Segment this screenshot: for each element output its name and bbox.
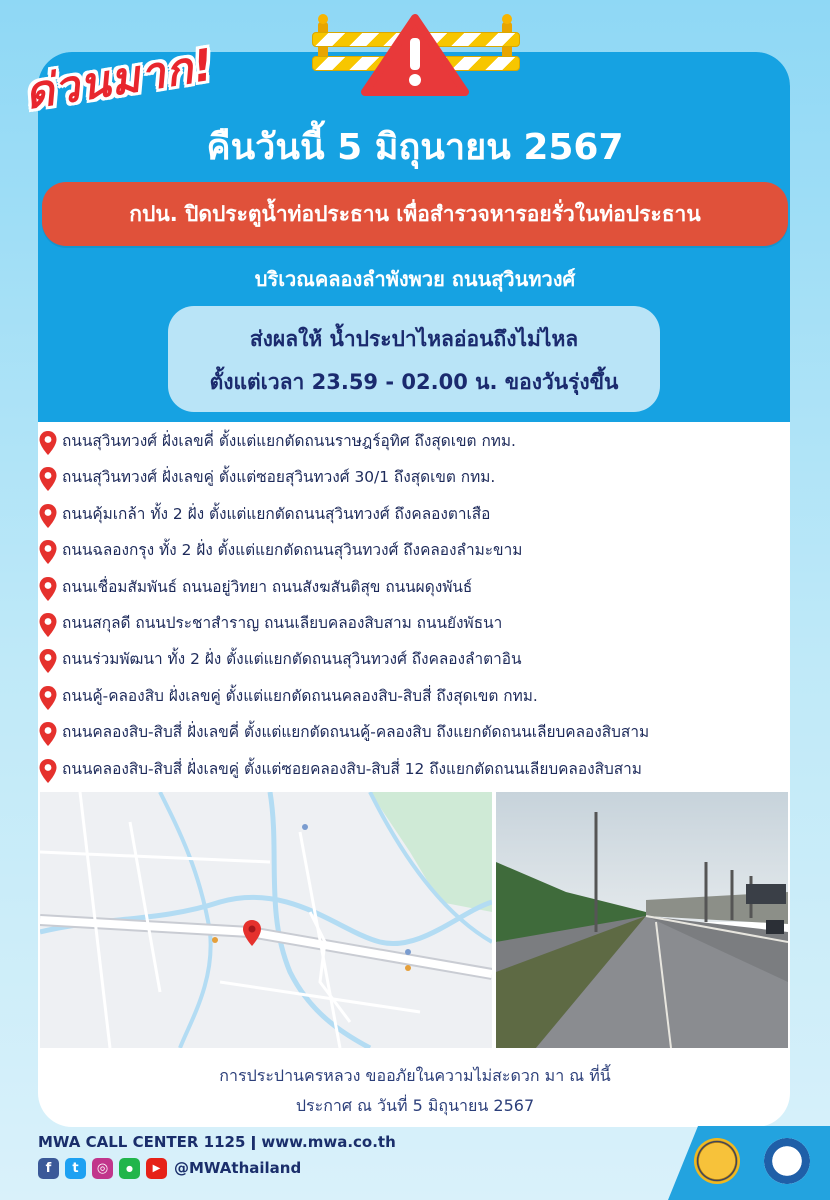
effect-line-2: ตั้งแต่เวลา 23.59 - 02.00 น. ของวันรุ่งขึ้น	[209, 370, 619, 394]
map-pin-icon	[38, 758, 58, 784]
area-text: ถนนคลองสิบ-สิบสี่ ฝั่งเลขคู่ ตั้งแต่ซอยคลองสิบ-สิบสี่ 12 ถึงแยกตัดถนนเลียบคลองสิบสาม	[62, 759, 642, 778]
area-text: ถนนสุวินทวงศ์ ฝั่งเลขคู่ ตั้งแต่ซอยสุวินทวงศ์ 30/1 ถึงสุดเขต กทม.	[62, 468, 496, 487]
map-pin-icon	[38, 466, 58, 492]
urgent-tag: ด่วนมาก!	[21, 39, 218, 120]
announce-date: ประกาศ ณ วันที่ 5 มิถุนายน 2567	[295, 1096, 535, 1115]
area-text: ถนนคลองสิบ-สิบสี่ ฝั่งเลขคี่ ตั้งแต่แยกตัดถนนคู้-คลองสิบ ถึงแยกตัดถนนเลียบคลองสิบสาม	[62, 723, 650, 742]
map-pin-icon	[38, 576, 58, 602]
effect-line-1: ส่งผลให้ น้ำประปาไหลอ่อนถึงไม่ไหล	[249, 327, 579, 351]
list-item	[36, 533, 796, 569]
area-text: ถนนคู้-คลองสิบ ฝั่งเลขคู่ ตั้งแต่แยกตัดถนนคลองสิบ-สิบสี่ ถึงสุดเขต กทม.	[62, 686, 538, 705]
page-title: คืนวันนี้ 5 มิถุนายน 2567	[206, 127, 624, 168]
area-text: ถนนสุวินทวงศ์ ฝั่งเลขคี่ ตั้งแต่แยกตัดถนนราษฎร์อุทิศ ถึงสุดเขต กทม.	[62, 432, 516, 450]
area-text: ถนนร่วมพัฒนา ทั้ง 2 ฝั่ง ตั้งแต่แยกตัดถนนสุวินทวงศ์ ถึงคลองลำตาอิน	[62, 650, 522, 669]
list-item	[36, 606, 796, 642]
instagram-icon[interactable]: ◎	[92, 1158, 113, 1179]
apology-text: การประปานครหลวง ขออภัยในความไม่สะดวก มา ณ ที่นี้	[219, 1066, 611, 1085]
list-item	[36, 424, 796, 460]
location-map	[40, 792, 492, 1048]
line-icon[interactable]: ●	[119, 1158, 140, 1179]
street-photo	[496, 792, 788, 1048]
map-pin-icon	[38, 721, 58, 747]
contact-line: MWA CALL CENTER 1125 ǀ www.mwa.co.th	[38, 1133, 396, 1151]
warning-triangle-icon	[359, 12, 471, 98]
list-item	[36, 642, 796, 678]
map-pin-icon	[38, 612, 58, 638]
area-text: ถนนเชื่อมสัมพันธ์ ถนนอยู่วิทยา ถนนสังฆสันติสุข ถนนผดุงพันธ์	[62, 577, 473, 596]
map-pin-icon	[38, 539, 58, 565]
social-handle[interactable]: @MWAthailand	[174, 1159, 302, 1177]
area-text: ถนนคุ้มเกล้า ทั้ง 2 ฝั่ง ตั้งแต่แยกตัดถนนสุวินทวงศ์ ถึงคลองตาเสือ	[62, 504, 491, 523]
list-item	[36, 679, 796, 715]
youtube-icon[interactable]: ▶	[146, 1158, 167, 1179]
effect-box	[168, 306, 660, 412]
map-pin-icon	[38, 648, 58, 674]
affected-area-list	[36, 424, 796, 788]
headline-banner: กปน. ปิดประตูน้ำท่อประธาน เพื่อสำรวจหารอยรั่วในท่อประธาน	[42, 182, 788, 246]
twitter-icon[interactable]: t	[65, 1158, 86, 1179]
ministry-seal-logo	[764, 1138, 810, 1184]
list-item	[36, 752, 796, 788]
area-text: ถนนฉลองกรุง ทั้ง 2 ฝั่ง ตั้งแต่แยกตัดถนนสุวินทวงศ์ ถึงคลองลำมะขาม	[62, 541, 523, 560]
list-item	[36, 570, 796, 606]
list-item	[36, 460, 796, 496]
mwa-emblem-logo	[694, 1138, 740, 1184]
list-item	[36, 497, 796, 533]
map-pin-icon	[38, 503, 58, 529]
area-text: ถนนสกุลดี ถนนประชาสำราญ ถนนเลียบคลองสิบสาม ถนนยังพัธนา	[62, 613, 503, 632]
list-item	[36, 715, 796, 751]
map-pin-icon	[38, 430, 58, 456]
facebook-icon[interactable]: f	[38, 1158, 59, 1179]
location-subtitle: บริเวณคลองลำพังพวย ถนนสุวินทวงศ์	[254, 267, 576, 291]
map-pin-icon	[38, 685, 58, 711]
